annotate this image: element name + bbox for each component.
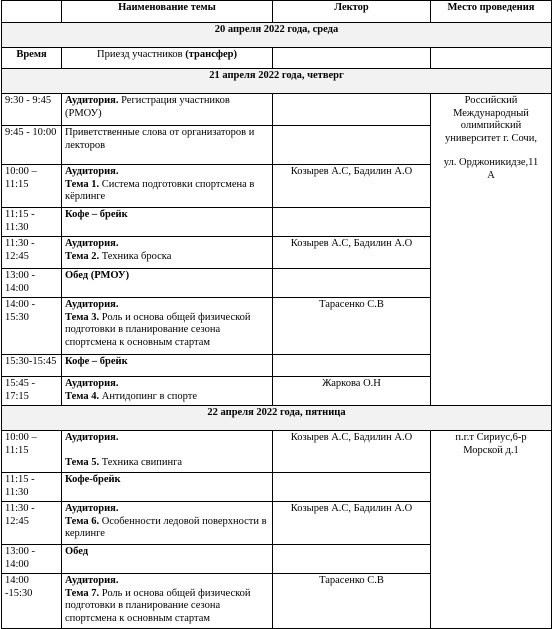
header-lecturer: Лектор: [273, 1, 431, 23]
header-topic: Наименование темы: [62, 1, 273, 23]
lecturer-cell: Тарасенко С.В: [273, 298, 431, 355]
empty-cell: [431, 48, 552, 69]
venue-line: олимпийский: [460, 120, 522, 131]
time-cell: 13:00 - 14:00: [2, 269, 62, 298]
topic-text: Особенности ледовой поверхности в керлинге: [65, 515, 267, 539]
aud-label: Аудитория.: [65, 575, 119, 586]
lecturer-cell: Козырев А.С, Бадилин А.О: [273, 431, 431, 473]
header-row: [2, 1, 552, 23]
table-row: [2, 48, 552, 69]
lecturer-cell: [273, 473, 431, 502]
lecturer-cell: [273, 269, 431, 298]
topic-text: Техника броска: [99, 250, 172, 262]
header-time: [2, 1, 62, 23]
lecturer-cell: Козырев А.С, Бадилин А.О: [273, 165, 431, 208]
lecturer-cell: Козырев А.С, Бадилин А.О: [273, 237, 431, 269]
tema-label: Тема 3.: [65, 311, 100, 323]
time-cell: 15:45 - 17:15: [2, 377, 62, 406]
topic-gap: [65, 445, 269, 457]
venue-cell: [431, 431, 552, 629]
venue-line: ул. Орджоникидзе,11: [443, 157, 539, 168]
aud-label: Аудитория.: [65, 299, 119, 310]
topic-cell: [62, 94, 273, 126]
venue-line: Морской д.1: [463, 444, 519, 456]
topic-cell: [62, 431, 273, 473]
aud-label: Аудитория.: [65, 503, 119, 514]
time-label: Время: [2, 48, 62, 69]
arrival-text: Приезд участников: [97, 49, 186, 60]
venue-line: А: [487, 169, 495, 181]
topic-cell: [62, 574, 273, 629]
day3-title: 22 апреля 2022 года, пятница: [2, 406, 552, 431]
time-cell: 14:00 - 15:30: [2, 298, 62, 355]
day-row: [2, 23, 552, 48]
arrival-bold: (трансфер): [185, 49, 237, 60]
time-cell: 10:00 – 11:15: [2, 165, 62, 208]
day-row: [2, 69, 552, 94]
lunch-cell: Обед (РМОУ): [62, 269, 273, 298]
venue-line: Международный: [453, 107, 529, 119]
time-cell: 11:30 - 12:45: [2, 502, 62, 545]
topic-text: Техника свипинга: [99, 456, 183, 468]
tema-label: Тема 5.: [65, 456, 100, 468]
lecturer-cell: [273, 126, 431, 165]
lecturer-cell: [273, 208, 431, 237]
time-cell: 11:30 - 12:45: [2, 237, 62, 269]
time-cell: 10:00 – 11:15: [2, 431, 62, 473]
topic-cell: [62, 165, 273, 208]
header-place: Место проведения: [431, 1, 552, 23]
topic-cell: [62, 377, 273, 406]
day-row: [2, 406, 552, 431]
tema-label: Тема 1.: [65, 178, 100, 190]
aud-label: Аудитория.: [65, 432, 119, 443]
topic-text: Антидопинг в спорте: [99, 390, 197, 402]
time-cell: 11:15 - 11:30: [2, 473, 62, 502]
tema-label: Тема 2.: [65, 250, 100, 262]
break-cell: Кофе – брейк: [62, 355, 273, 377]
lecturer-cell: [273, 545, 431, 574]
break-cell: Кофе-брейк: [62, 473, 273, 502]
aud-label: Аудитория.: [65, 95, 119, 106]
lecturer-cell: [273, 355, 431, 377]
topic-cell: [62, 298, 273, 355]
lecturer-cell: [273, 94, 431, 126]
lunch-cell: Обед: [62, 545, 273, 574]
venue-cell: [431, 94, 552, 406]
venue-gap: [434, 145, 548, 157]
topic-text: Роль и основа общей физической подготовки в планирование сезона спортсмена к основным стартам: [65, 587, 251, 624]
time-cell: 9:30 - 9:45: [2, 94, 62, 126]
time-cell: 15:30-15:45: [2, 355, 62, 377]
tema-label: Тема 7.: [65, 587, 100, 599]
arrival-cell: [62, 48, 273, 69]
lecturer-cell: Жаркова О.Н: [273, 377, 431, 406]
topic-cell: [62, 237, 273, 269]
break-cell: Кофе – брейк: [62, 208, 273, 237]
day2-title: 21 апреля 2022 года, четверг: [2, 69, 552, 94]
topic-text: Роль и основа общей физической подготовки в планирование сезона спортсмена к основным стартам: [65, 311, 251, 348]
table-row: [2, 431, 552, 473]
tema-label: Тема 6.: [65, 515, 100, 527]
empty-cell: [273, 48, 431, 69]
time-cell: 14:00 -15:30: [2, 574, 62, 629]
schedule-table: [1, 0, 552, 629]
lecturer-cell: Тарасенко С.В: [273, 574, 431, 629]
topic-text: Регистрация участников (РМОУ): [65, 95, 230, 119]
venue-line: университет г. Сочи,: [445, 132, 537, 144]
aud-label: Аудитория.: [65, 166, 119, 177]
aud-label: Аудитория.: [65, 378, 119, 389]
table-row: [2, 94, 552, 126]
topic-text: Система подготовки спортсмена в кёрлинге: [65, 178, 255, 202]
topic-text: Приветственные слова от организаторов и лекторов: [62, 126, 273, 165]
day1-title: 20 апреля 2022 года, среда: [2, 23, 552, 48]
time-cell: 11:15 - 11:30: [2, 208, 62, 237]
venue-line: п.г.т Сириус,6-р: [455, 432, 527, 443]
lecturer-cell: Козырев А.С, Бадилин А.О: [273, 502, 431, 545]
time-cell: 9:45 - 10:00: [2, 126, 62, 165]
topic-cell: [62, 502, 273, 545]
aud-label: Аудитория.: [65, 238, 119, 249]
tema-label: Тема 4.: [65, 390, 100, 402]
venue-line: Российский: [464, 95, 518, 106]
time-cell: 13:00 - 14:00: [2, 545, 62, 574]
